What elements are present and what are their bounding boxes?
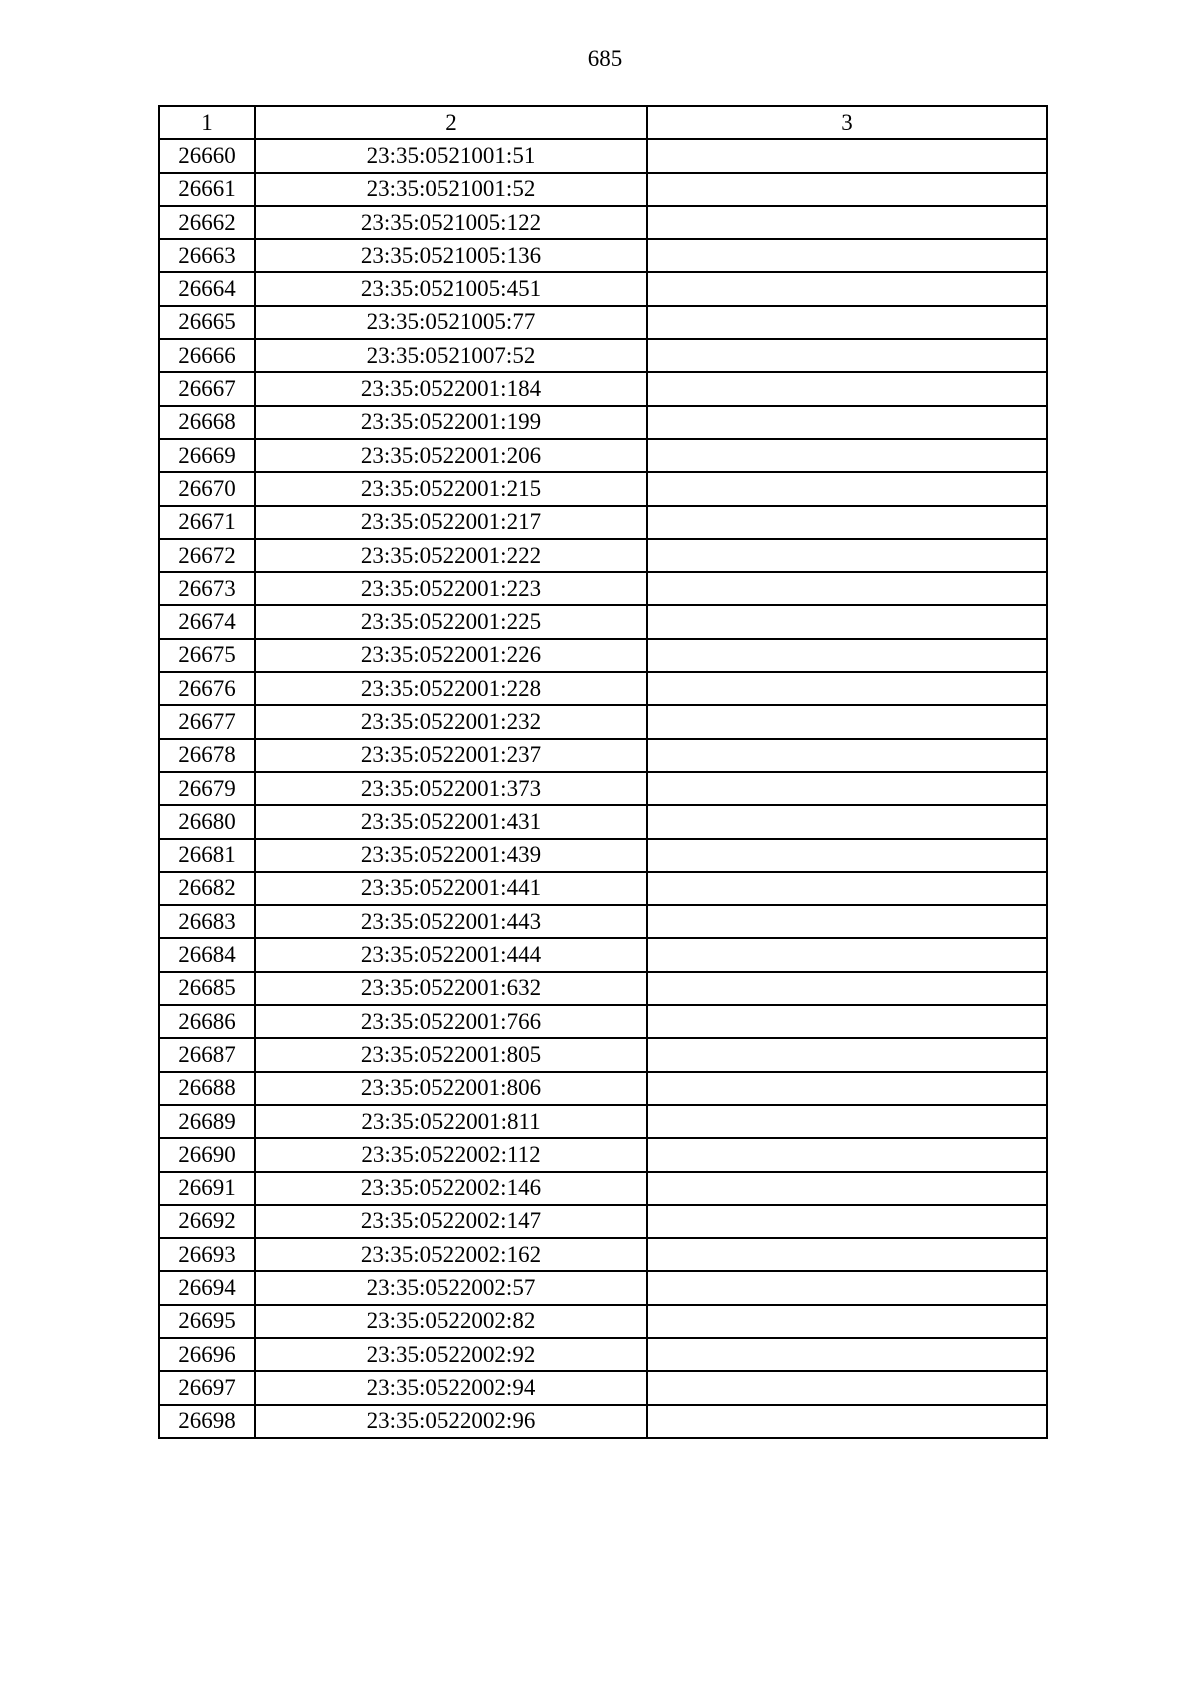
notes-cell — [647, 1371, 1047, 1404]
row-number-cell: 26682 — [159, 872, 255, 905]
table-row — [159, 1038, 1047, 1071]
row-number-cell: 26663 — [159, 239, 255, 272]
cadastral-number-cell: 23:35:0522002:112 — [255, 1138, 647, 1171]
cadastral-number-cell: 23:35:0521005:136 — [255, 239, 647, 272]
table-row — [159, 938, 1047, 971]
cadastral-number-cell: 23:35:0522001:443 — [255, 905, 647, 938]
cadastral-number-cell: 23:35:0522001:439 — [255, 839, 647, 872]
notes-cell — [647, 772, 1047, 805]
notes-cell — [647, 739, 1047, 772]
cadastral-number-cell: 23:35:0522001:228 — [255, 672, 647, 705]
row-number-cell: 26690 — [159, 1138, 255, 1171]
notes-cell — [647, 372, 1047, 405]
column-header-2: 2 — [255, 106, 647, 139]
row-number-cell: 26666 — [159, 339, 255, 372]
table-row — [159, 605, 1047, 638]
row-number-cell: 26661 — [159, 173, 255, 206]
notes-cell — [647, 605, 1047, 638]
notes-cell — [647, 272, 1047, 305]
table-row — [159, 1238, 1047, 1271]
cadastral-number-cell: 23:35:0522001:184 — [255, 372, 647, 405]
table-row — [159, 972, 1047, 1005]
row-number-cell: 26669 — [159, 439, 255, 472]
table-row — [159, 1405, 1047, 1438]
page-number: 685 — [587, 46, 623, 71]
table-row — [159, 1172, 1047, 1205]
notes-cell — [647, 406, 1047, 439]
notes-cell — [647, 1172, 1047, 1205]
cadastral-number-cell: 23:35:0522001:206 — [255, 439, 647, 472]
row-number-cell: 26691 — [159, 1172, 255, 1205]
cadastral-number-cell: 23:35:0522001:441 — [255, 872, 647, 905]
row-number-cell: 26677 — [159, 705, 255, 738]
table-row — [159, 1205, 1047, 1238]
table-row — [159, 339, 1047, 372]
notes-cell — [647, 1105, 1047, 1138]
table-row — [159, 506, 1047, 539]
notes-cell — [647, 306, 1047, 339]
row-number-cell: 26686 — [159, 1005, 255, 1038]
cadastral-number-cell: 23:35:0521001:51 — [255, 139, 647, 172]
table-row — [159, 406, 1047, 439]
row-number-cell: 26697 — [159, 1371, 255, 1404]
notes-cell — [647, 239, 1047, 272]
row-number-cell: 26683 — [159, 905, 255, 938]
notes-cell — [647, 639, 1047, 672]
table-row — [159, 1105, 1047, 1138]
row-number-cell: 26668 — [159, 406, 255, 439]
cadastral-number-cell: 23:35:0522002:147 — [255, 1205, 647, 1238]
cadastral-number-cell: 23:35:0522001:805 — [255, 1038, 647, 1071]
row-number-cell: 26687 — [159, 1038, 255, 1071]
row-number-cell: 26694 — [159, 1271, 255, 1304]
notes-cell — [647, 572, 1047, 605]
table-row — [159, 1072, 1047, 1105]
row-number-cell: 26674 — [159, 605, 255, 638]
cadastral-number-cell: 23:35:0522001:223 — [255, 572, 647, 605]
row-number-cell: 26670 — [159, 472, 255, 505]
table-row — [159, 705, 1047, 738]
cadastral-number-cell: 23:35:0521005:77 — [255, 306, 647, 339]
notes-cell — [647, 539, 1047, 572]
notes-cell — [647, 972, 1047, 1005]
cadastral-number-cell: 23:35:0522001:373 — [255, 772, 647, 805]
row-number-cell: 26696 — [159, 1338, 255, 1371]
notes-cell — [647, 1038, 1047, 1071]
notes-cell — [647, 206, 1047, 239]
table-row — [159, 1305, 1047, 1338]
table-row — [159, 173, 1047, 206]
cadastral-number-cell: 23:35:0522001:431 — [255, 805, 647, 838]
notes-cell — [647, 1271, 1047, 1304]
table-row — [159, 672, 1047, 705]
notes-cell — [647, 439, 1047, 472]
table-row — [159, 805, 1047, 838]
table-row — [159, 872, 1047, 905]
notes-cell — [647, 1138, 1047, 1171]
table-row — [159, 1138, 1047, 1171]
cadastral-number-cell: 23:35:0522002:82 — [255, 1305, 647, 1338]
notes-cell — [647, 1305, 1047, 1338]
table-row — [159, 472, 1047, 505]
notes-cell — [647, 472, 1047, 505]
cadastral-number-cell: 23:35:0522001:444 — [255, 938, 647, 971]
notes-cell — [647, 672, 1047, 705]
table-row — [159, 1338, 1047, 1371]
table-row — [159, 139, 1047, 172]
row-number-cell: 26681 — [159, 839, 255, 872]
row-number-cell: 26675 — [159, 639, 255, 672]
row-number-cell: 26678 — [159, 739, 255, 772]
row-number-cell: 26673 — [159, 572, 255, 605]
table-row — [159, 539, 1047, 572]
cadastral-number-cell: 23:35:0521001:52 — [255, 173, 647, 206]
table-row — [159, 239, 1047, 272]
notes-cell — [647, 139, 1047, 172]
notes-cell — [647, 839, 1047, 872]
table-row — [159, 439, 1047, 472]
cadastral-number-cell: 23:35:0522001:766 — [255, 1005, 647, 1038]
row-number-cell: 26660 — [159, 139, 255, 172]
notes-cell — [647, 1338, 1047, 1371]
table-row — [159, 372, 1047, 405]
table-row — [159, 1371, 1047, 1404]
cadastral-table — [158, 105, 1048, 1439]
row-number-cell: 26693 — [159, 1238, 255, 1271]
table-row — [159, 772, 1047, 805]
cadastral-number-cell: 23:35:0522001:222 — [255, 539, 647, 572]
table-row — [159, 839, 1047, 872]
cadastral-number-cell: 23:35:0522001:806 — [255, 1072, 647, 1105]
notes-cell — [647, 805, 1047, 838]
cadastral-number-cell: 23:35:0522001:232 — [255, 705, 647, 738]
notes-cell — [647, 938, 1047, 971]
row-number-cell: 26671 — [159, 506, 255, 539]
table-row — [159, 905, 1047, 938]
notes-cell — [647, 705, 1047, 738]
notes-cell — [647, 905, 1047, 938]
row-number-cell: 26665 — [159, 306, 255, 339]
cadastral-number-cell: 23:35:0522002:162 — [255, 1238, 647, 1271]
table-row — [159, 206, 1047, 239]
column-header-1: 1 — [159, 106, 255, 139]
row-number-cell: 26667 — [159, 372, 255, 405]
notes-cell — [647, 1205, 1047, 1238]
cadastral-number-cell: 23:35:0521005:451 — [255, 272, 647, 305]
cadastral-number-cell: 23:35:0521005:122 — [255, 206, 647, 239]
notes-cell — [647, 1005, 1047, 1038]
table-row — [159, 1271, 1047, 1304]
row-number-cell: 26662 — [159, 206, 255, 239]
row-number-cell: 26679 — [159, 772, 255, 805]
notes-cell — [647, 173, 1047, 206]
cadastral-number-cell: 23:35:0522001:237 — [255, 739, 647, 772]
row-number-cell: 26698 — [159, 1405, 255, 1438]
table-row — [159, 272, 1047, 305]
cadastral-number-cell: 23:35:0522002:94 — [255, 1371, 647, 1404]
cadastral-number-cell: 23:35:0521007:52 — [255, 339, 647, 372]
row-number-cell: 26689 — [159, 1105, 255, 1138]
row-number-cell: 26688 — [159, 1072, 255, 1105]
cadastral-number-cell: 23:35:0522001:217 — [255, 506, 647, 539]
table-row — [159, 306, 1047, 339]
row-number-cell: 26680 — [159, 805, 255, 838]
notes-cell — [647, 872, 1047, 905]
cadastral-number-cell: 23:35:0522002:96 — [255, 1405, 647, 1438]
row-number-cell: 26672 — [159, 539, 255, 572]
notes-cell — [647, 339, 1047, 372]
notes-cell — [647, 1072, 1047, 1105]
cadastral-number-cell: 23:35:0522002:57 — [255, 1271, 647, 1304]
table-row — [159, 739, 1047, 772]
row-number-cell: 26692 — [159, 1205, 255, 1238]
row-number-cell: 26695 — [159, 1305, 255, 1338]
table-body — [159, 139, 1047, 1438]
row-number-cell: 26684 — [159, 938, 255, 971]
table-row — [159, 572, 1047, 605]
cadastral-number-cell: 23:35:0522002:92 — [255, 1338, 647, 1371]
column-header-3: 3 — [647, 106, 1047, 139]
row-number-cell: 26685 — [159, 972, 255, 1005]
cadastral-number-cell: 23:35:0522001:215 — [255, 472, 647, 505]
cadastral-number-cell: 23:35:0522002:146 — [255, 1172, 647, 1205]
notes-cell — [647, 506, 1047, 539]
row-number-cell: 26664 — [159, 272, 255, 305]
table-row — [159, 639, 1047, 672]
row-number-cell: 26676 — [159, 672, 255, 705]
table-header-row — [159, 106, 1047, 139]
cadastral-number-cell: 23:35:0522001:225 — [255, 605, 647, 638]
notes-cell — [647, 1405, 1047, 1438]
notes-cell — [647, 1238, 1047, 1271]
cadastral-number-cell: 23:35:0522001:811 — [255, 1105, 647, 1138]
cadastral-number-cell: 23:35:0522001:226 — [255, 639, 647, 672]
table-row — [159, 1005, 1047, 1038]
cadastral-number-cell: 23:35:0522001:199 — [255, 406, 647, 439]
cadastral-number-cell: 23:35:0522001:632 — [255, 972, 647, 1005]
